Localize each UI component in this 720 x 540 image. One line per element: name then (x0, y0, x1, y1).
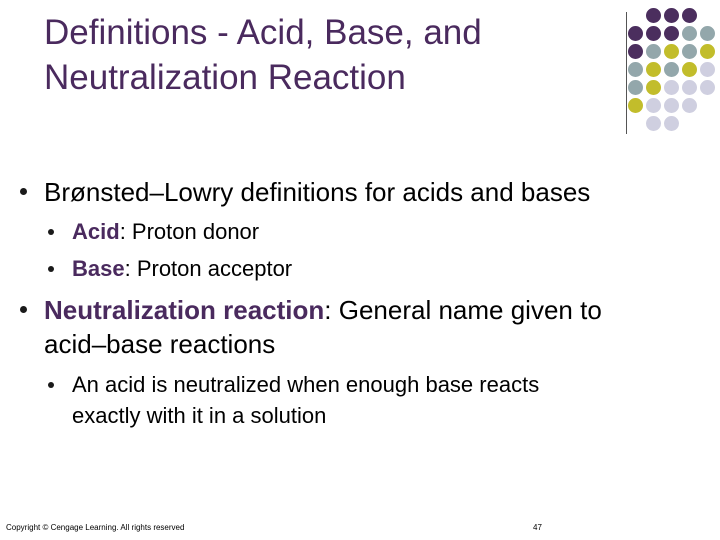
dot-teal (664, 62, 679, 77)
term-acid: Acid (72, 219, 120, 244)
dot-purple (664, 8, 679, 23)
dot-purple (628, 44, 643, 59)
term-base: Base (72, 256, 125, 281)
dot-teal (646, 44, 661, 59)
neutralized-line-2: exactly with it in a solution (72, 403, 327, 428)
dot-lavender (646, 98, 661, 113)
dot-lavender (682, 80, 697, 95)
sub-bullet-acid (72, 216, 259, 247)
title-line-2: Neutralization Reaction (44, 58, 406, 97)
dot-teal (628, 62, 643, 77)
bullet-marker (20, 306, 27, 313)
dot-teal (682, 44, 697, 59)
dot-lavender (664, 98, 679, 113)
bullet-bronsted-lowry (44, 175, 590, 209)
dot-purple (628, 26, 643, 41)
acid-definition: : Proton donor (119, 219, 260, 244)
dot-purple (682, 8, 697, 23)
dot-olive (646, 80, 661, 95)
dot-olive (646, 62, 661, 77)
sub-bullet-marker (48, 382, 54, 388)
bullet-neutralization (44, 293, 602, 361)
decorative-dot-grid (634, 8, 720, 140)
slide-title (44, 10, 604, 100)
dot-olive (700, 44, 715, 59)
neutralized-line-1: An acid is neutralized when enough base reacts (72, 372, 540, 397)
dot-olive (664, 44, 679, 59)
page-number: 47 (533, 523, 542, 532)
dot-purple (646, 26, 661, 41)
dot-lavender (682, 98, 697, 113)
base-definition: : Proton acceptor (124, 256, 293, 281)
neutralization-line-2: acid–base reactions (44, 329, 276, 359)
sub-bullet-marker (48, 266, 54, 272)
dot-olive (682, 62, 697, 77)
dot-purple (664, 26, 679, 41)
sub-bullet-marker (48, 229, 54, 235)
dot-teal (682, 26, 697, 41)
dot-purple (646, 8, 661, 23)
dot-teal (700, 26, 715, 41)
bullet-marker (20, 188, 27, 195)
dot-olive (628, 98, 643, 113)
dot-lavender (646, 116, 661, 131)
dot-lavender (700, 62, 715, 77)
neutralization-definition: : General name given to (324, 295, 602, 325)
dot-lavender (664, 80, 679, 95)
dot-teal (628, 80, 643, 95)
bullet-text: Brønsted–Lowry definitions for acids and bases (44, 177, 591, 207)
sub-bullet-base (72, 253, 292, 284)
term-neutralization: Neutralization reaction (44, 295, 325, 325)
copyright-footer: Copyright © Cengage Learning. All rights reserved (6, 523, 185, 532)
dot-lavender (664, 116, 679, 131)
sub-bullet-neutralized (72, 369, 539, 431)
title-line-1: Definitions - Acid, Base, and (44, 13, 482, 52)
dot-lavender (700, 80, 715, 95)
title-divider (626, 12, 627, 134)
